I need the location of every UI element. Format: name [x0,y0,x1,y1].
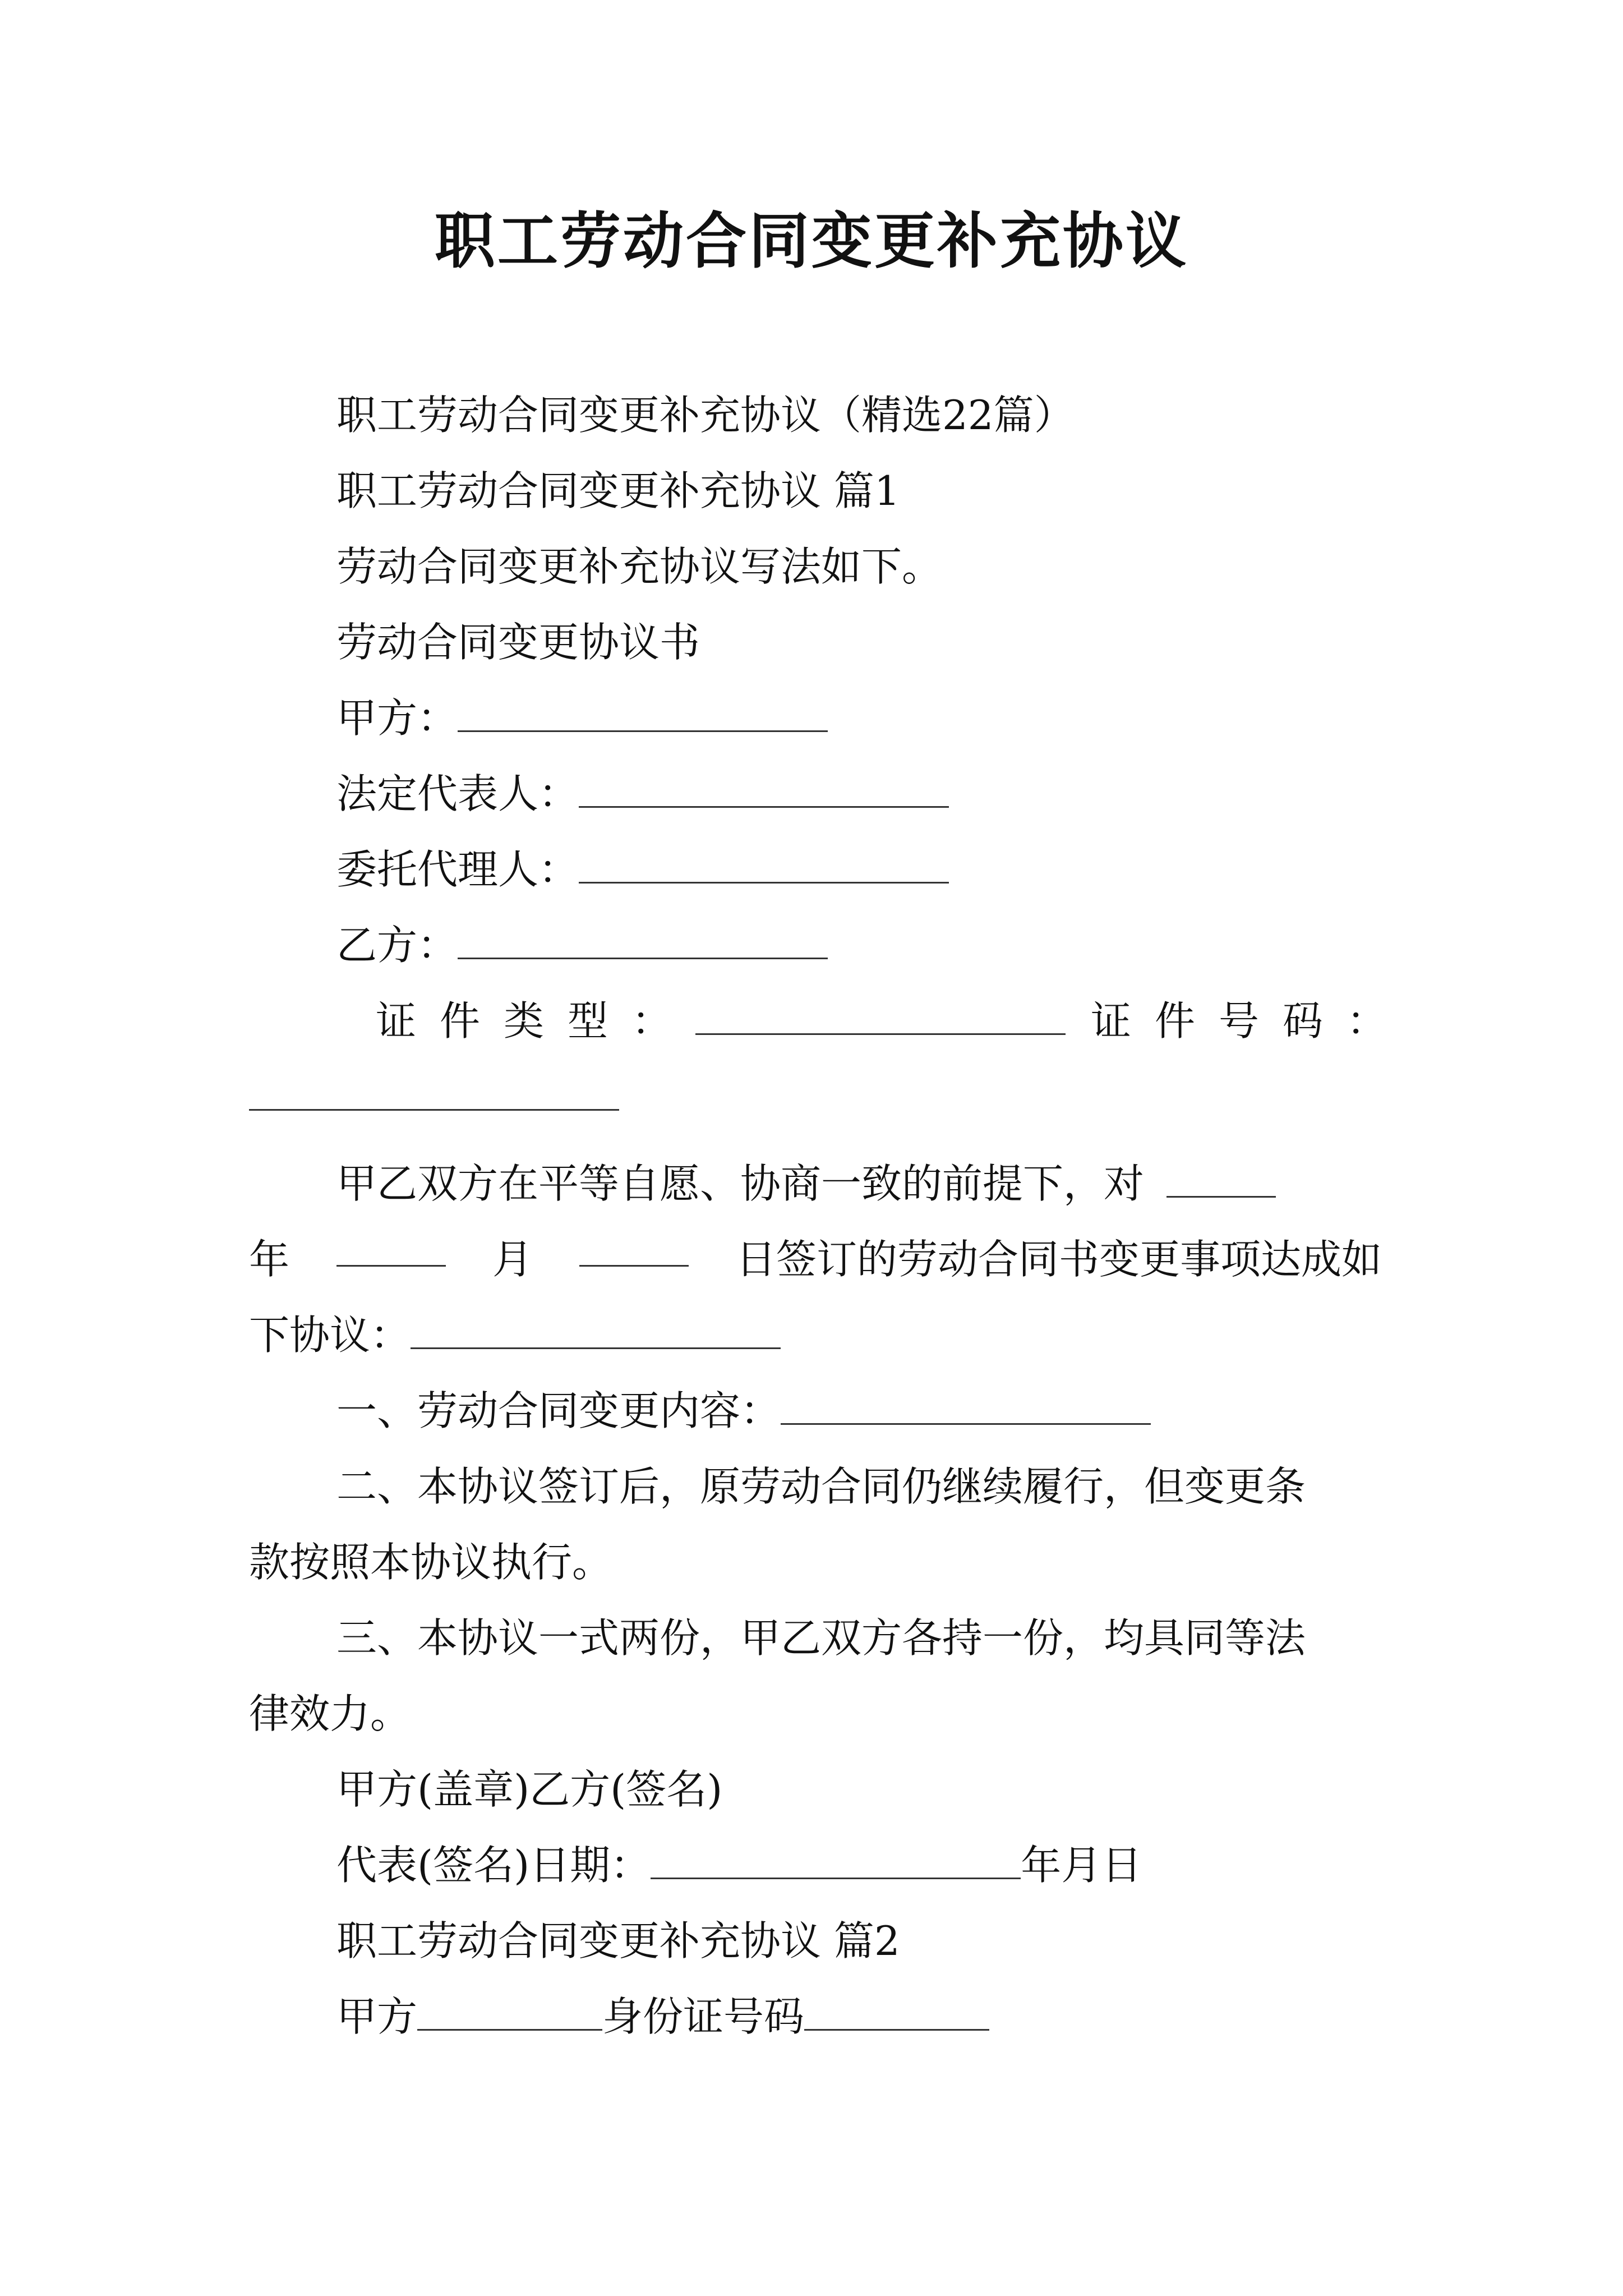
id-number-blank [249,1075,619,1111]
item-2-line-1: 二、本协议签订后，原劳动合同仍继续履行，但变更条 [336,1463,1306,1510]
paragraph-1-line-3 [249,1307,781,1363]
year-blank [1166,1162,1276,1198]
paragraph-1-rest: 日签订的劳动合同书变更事项达成如 [735,1236,1382,1283]
party-b-line [336,917,828,973]
party-b-blank [458,924,828,959]
agreement-label: 下协议： [249,1312,411,1359]
item-1-line [336,1383,1151,1439]
party-a-blank [458,697,828,732]
item-3-line-2: 律效力。 [249,1690,411,1737]
item-1-blank [781,1389,1151,1425]
year-label: 年 [249,1236,290,1283]
day-blank [579,1231,689,1267]
legal-rep-label: 法定代表人： [336,770,579,817]
id-card-blank [804,1995,989,2031]
id-type-label: 证件类型： [376,997,696,1045]
party-a-line [336,690,828,746]
section-heading-2: 职工劳动合同变更补充协议 篇2 [336,1917,900,1964]
party-a-label-2: 甲方 [336,1993,418,2040]
paragraph-1-text: 甲乙双方在平等自愿、协商一致的前提下，对 [336,1160,1145,1207]
month-blank [336,1231,446,1267]
agent-blank [579,848,949,884]
agreement-blank [411,1314,781,1349]
paragraph-1-line-1 [336,1156,1276,1212]
id-type-line [376,993,1066,1049]
section-heading-1: 职工劳动合同变更补充协议 篇1 [336,467,900,514]
date-label: 年月日 [1021,1842,1142,1889]
agreement-title: 劳动合同变更协议书 [336,619,700,666]
id-type-blank [695,1000,1066,1035]
item-1-label: 一、劳动合同变更内容： [336,1387,781,1434]
intro-line: 劳动合同变更补充协议写法如下。 [336,543,943,590]
month-label: 月 [492,1236,533,1283]
subtitle-line: 职工劳动合同变更补充协议（精选22篇） [336,392,1075,439]
id-number-line [249,1069,619,1125]
item-2-line-2: 款按照本协议执行。 [249,1539,613,1586]
party-b-label: 乙方： [336,922,458,969]
document-title: 职工劳动合同变更补充协议 [434,206,1188,277]
paragraph-1-line-2 [249,1231,1382,1287]
party-a-label: 甲方： [336,694,458,742]
id-number-label: 证件号码： [1091,997,1411,1045]
agent-label: 委托代理人： [336,846,579,893]
signature-line-2 [336,1837,1142,1893]
agent-line [336,841,949,898]
legal-rep-blank [579,772,949,808]
party-a-id-line [336,1989,989,2045]
legal-rep-line [336,766,949,822]
date-blank [651,1844,1021,1879]
item-3-line-1: 三、本协议一式两份，甲乙双方各持一份，均具同等法 [336,1614,1306,1662]
signature-line-1: 甲方(盖章)乙方(签名) [336,1766,723,1813]
party-a-name-blank [417,1995,602,2031]
representative-label: 代表(签名)日期： [336,1842,651,1889]
id-card-label: 身份证号码 [602,1993,805,2040]
